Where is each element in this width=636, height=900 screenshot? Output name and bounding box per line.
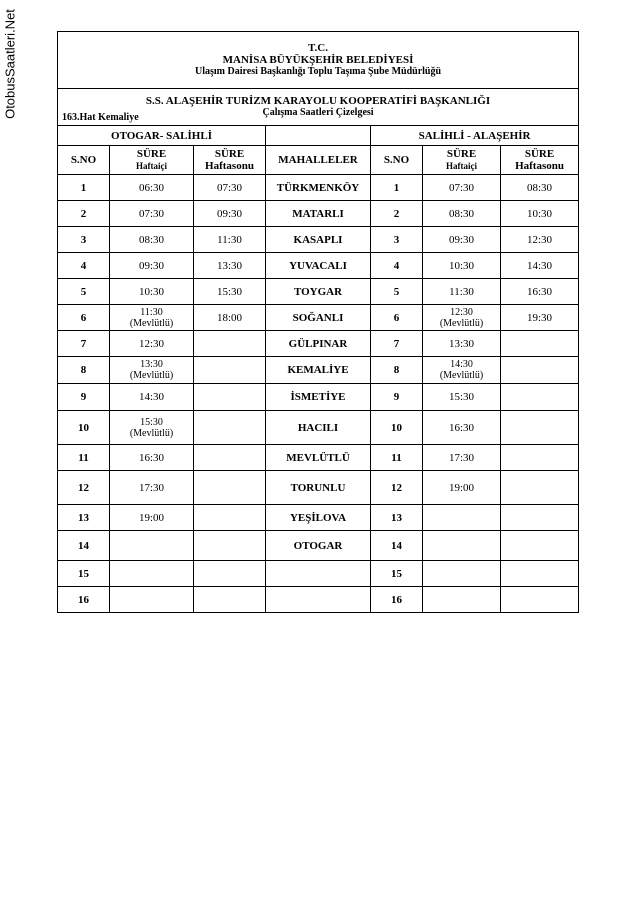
cell-weekday-left [110, 531, 194, 561]
cell-weekend-right [501, 531, 579, 561]
time-value: 15:30 [448, 391, 475, 403]
time-note: (Mevlütlü) [129, 317, 174, 329]
table-row [58, 561, 579, 587]
time-value: 08:30 [448, 207, 475, 220]
time-value: 17:30 [448, 451, 475, 464]
table-row [58, 384, 579, 411]
mahalle-name: MEVLÜTLÜ [286, 451, 350, 464]
cell-sno-right [371, 531, 423, 561]
time-value: 19:00 [448, 481, 475, 494]
col-weekday-right: SÜRE Haftaiçi [423, 146, 501, 175]
time-value: 08:30 [138, 233, 165, 246]
cell-weekday-right [423, 175, 501, 201]
table-row [58, 411, 579, 445]
schedule-subtitle: Çalışma Saatleri Çizelgesi [262, 107, 374, 118]
cell-weekday-left [110, 279, 194, 305]
cell-weekend-left [194, 201, 266, 227]
cell-weekend-left [194, 531, 266, 561]
cell-weekend-left [194, 587, 266, 613]
cell-sno-right [371, 587, 423, 613]
cell-weekend-right [501, 384, 579, 411]
mahalle-name: TORUNLU [290, 481, 346, 494]
time-value: 12:30 [526, 233, 553, 246]
sno-value: 4 [393, 259, 400, 272]
col-sno-right: S.NO [371, 146, 423, 175]
sno-value: 2 [393, 207, 400, 220]
cell-weekend-right [501, 331, 579, 357]
table-row [58, 227, 579, 253]
sno-value: 3 [80, 233, 87, 246]
time-value: 19:00 [138, 511, 165, 524]
sno-value: 1 [80, 181, 87, 194]
cell-weekend-left [194, 357, 266, 384]
time-note: (Mevlütlü) [129, 427, 174, 439]
cell-weekday-right [423, 561, 501, 587]
time-value: 06:30 [138, 181, 165, 194]
header-line2: MANİSA BÜYÜKŞEHİR BELEDİYESİ [222, 54, 414, 66]
cell-mahalle [266, 471, 371, 505]
cell-weekday-right [423, 445, 501, 471]
time-value: 10:30 [138, 285, 165, 298]
table-row [58, 279, 579, 305]
sno-value: 1 [393, 181, 400, 194]
cell-weekend-right [501, 253, 579, 279]
cell-weekend-right [501, 227, 579, 253]
time-value: 10:30 [526, 207, 553, 220]
mahalle-name: TOYGAR [293, 285, 343, 298]
sno-value: 15 [391, 567, 402, 580]
header-line1: T.C. [308, 42, 328, 54]
time-value: 09:30 [216, 207, 243, 220]
cell-mahalle [266, 305, 371, 331]
cell-mahalle [266, 531, 371, 561]
cell-weekday-right [423, 411, 501, 445]
table-row [58, 531, 579, 561]
cell-weekend-right [501, 505, 579, 531]
table-row [58, 505, 579, 531]
mahalle-name: SOĞANLI [292, 311, 344, 324]
col-sno-left: S.NO [58, 146, 110, 175]
time-value: 14:30 [138, 391, 165, 403]
table-row [58, 305, 579, 331]
cell-weekday-right [423, 227, 501, 253]
header-block [58, 32, 579, 89]
cell-weekday-left [110, 331, 194, 357]
cell-weekend-left [194, 253, 266, 279]
cell-weekday-left [110, 201, 194, 227]
cell-weekday-right [423, 505, 501, 531]
sno-value: 5 [393, 285, 400, 298]
cell-weekend-left [194, 561, 266, 587]
cell-sno-left [58, 305, 110, 331]
cell-sno-right [371, 305, 423, 331]
sno-value: 12 [78, 481, 89, 494]
table-row [58, 253, 579, 279]
cell-mahalle [266, 445, 371, 471]
cell-weekend-left [194, 331, 266, 357]
sno-value: 6 [80, 311, 87, 324]
cell-weekday-left [110, 505, 194, 531]
cell-weekday-left [110, 253, 194, 279]
cell-sno-left [58, 357, 110, 384]
cell-weekday-left [110, 411, 194, 445]
cell-weekend-left [194, 305, 266, 331]
cell-weekend-right [501, 175, 579, 201]
time-value: 07:30 [138, 207, 165, 220]
sno-value: 11 [391, 451, 402, 464]
company-name: S.S. ALAŞEHİR TURİZM KARAYOLU KOOPERATİFİ BAŞKANLIĞI [145, 95, 491, 107]
section-right: SALİHLİ - ALAŞEHİR [371, 126, 579, 146]
cell-weekend-right [501, 411, 579, 445]
sno-value: 8 [80, 364, 87, 376]
cell-weekday-left [110, 445, 194, 471]
cell-mahalle [266, 587, 371, 613]
cell-weekend-left [194, 471, 266, 505]
time-value: 14:30 [526, 259, 553, 272]
cell-weekday-right [423, 531, 501, 561]
cell-weekday-right [423, 331, 501, 357]
table-row [58, 471, 579, 505]
mahalle-name: MATARLI [292, 207, 344, 220]
cell-sno-right [371, 227, 423, 253]
cell-mahalle [266, 331, 371, 357]
cell-weekday-right [423, 201, 501, 227]
sno-value: 8 [393, 364, 400, 376]
line-number: 163.Hat Kemaliye [62, 112, 139, 123]
time-value: 08:30 [526, 181, 553, 194]
time-value: 16:30 [526, 285, 553, 298]
cell-sno-right [371, 201, 423, 227]
cell-sno-right [371, 253, 423, 279]
cell-sno-right [371, 471, 423, 505]
cell-weekend-left [194, 279, 266, 305]
cell-sno-left [58, 331, 110, 357]
cell-sno-right [371, 279, 423, 305]
cell-mahalle [266, 253, 371, 279]
cell-weekday-left [110, 227, 194, 253]
header-line3: Ulaşım Dairesi Başkanlığı Toplu Taşıma Şube Müdürlüğü [195, 66, 442, 77]
time-value: 11:30 [449, 285, 474, 298]
sno-value: 13 [78, 511, 89, 524]
cell-weekend-left [194, 175, 266, 201]
sno-value: 14 [391, 539, 402, 552]
cell-sno-right [371, 561, 423, 587]
sno-value: 14 [78, 539, 89, 552]
mahalle-name: HACILI [297, 421, 339, 434]
time-value: 11:30 [140, 306, 163, 318]
section-spacer [266, 126, 371, 146]
time-note: (Mevlütlü) [439, 317, 484, 329]
time-value: 07:30 [448, 181, 475, 194]
mahalle-name: OTOGAR [293, 539, 343, 552]
time-value: 13:30 [140, 359, 163, 370]
sno-value: 10 [78, 421, 89, 434]
sno-value: 16 [78, 593, 89, 606]
sno-value: 7 [80, 337, 87, 350]
time-value: 09:30 [138, 259, 165, 272]
table-row [58, 445, 579, 471]
cell-weekend-right [501, 561, 579, 587]
mahalle-name: İSMETİYE [290, 391, 346, 403]
time-value: 15:30 [216, 285, 243, 298]
mahalle-name: YUVACALI [289, 259, 347, 272]
company-block [58, 89, 579, 126]
cell-sno-left [58, 227, 110, 253]
time-value: 14:30 [450, 359, 473, 370]
sno-value: 7 [393, 337, 400, 350]
cell-weekend-right [501, 357, 579, 384]
cell-weekday-right [423, 253, 501, 279]
cell-weekday-right [423, 357, 501, 384]
time-value: 13:30 [216, 259, 243, 272]
watermark-text: OtobusSaatleri.Net [2, 9, 18, 119]
time-value: 18:00 [216, 311, 243, 324]
sno-value: 4 [80, 259, 87, 272]
mahalle-name: KEMALİYE [287, 364, 349, 376]
cell-weekend-right [501, 471, 579, 505]
cell-sno-left [58, 587, 110, 613]
table-row [58, 331, 579, 357]
mahalle-name: YEŞİLOVA [289, 511, 347, 524]
cell-mahalle [266, 411, 371, 445]
cell-weekday-left [110, 561, 194, 587]
cell-sno-right [371, 384, 423, 411]
sno-value: 12 [391, 481, 402, 494]
cell-weekday-left [110, 305, 194, 331]
table-row [58, 357, 579, 384]
col-weekend-right: SÜRE Haftasonu [501, 146, 579, 175]
cell-mahalle [266, 279, 371, 305]
cell-mahalle [266, 505, 371, 531]
cell-sno-left [58, 175, 110, 201]
cell-weekday-left [110, 587, 194, 613]
watermark [2, 0, 18, 130]
cell-weekend-left [194, 505, 266, 531]
cell-mahalle [266, 227, 371, 253]
time-value: 10:30 [448, 259, 475, 272]
time-note: (Mevlütlü) [439, 370, 484, 381]
time-value: 19:30 [526, 311, 553, 324]
time-value: 07:30 [216, 181, 243, 194]
time-value: 15:30 [140, 416, 163, 428]
cell-sno-right [371, 445, 423, 471]
cell-sno-left [58, 445, 110, 471]
table-row [58, 175, 579, 201]
cell-weekend-left [194, 384, 266, 411]
cell-sno-left [58, 505, 110, 531]
cell-sno-right [371, 505, 423, 531]
cell-weekday-right [423, 305, 501, 331]
col-weekday-left: SÜRE Haftaiçi [110, 146, 194, 175]
cell-weekend-right [501, 305, 579, 331]
time-value: 16:30 [448, 421, 475, 434]
sno-value: 3 [393, 233, 400, 246]
cell-sno-right [371, 411, 423, 445]
cell-weekday-right [423, 587, 501, 613]
time-value: 13:30 [448, 337, 475, 350]
cell-weekend-right [501, 445, 579, 471]
cell-weekday-right [423, 279, 501, 305]
table-row [58, 201, 579, 227]
cell-weekday-right [423, 471, 501, 505]
sno-value: 5 [80, 285, 87, 298]
cell-sno-left [58, 253, 110, 279]
time-note: (Mevlütlü) [129, 370, 174, 381]
cell-mahalle [266, 384, 371, 411]
cell-sno-right [371, 357, 423, 384]
cell-weekend-left [194, 227, 266, 253]
mahalle-name: GÜLPINAR [288, 337, 348, 350]
cell-weekday-left [110, 357, 194, 384]
col-weekend-left: SÜRE Haftasonu [194, 146, 266, 175]
cell-weekday-left [110, 384, 194, 411]
cell-sno-right [371, 175, 423, 201]
cell-sno-left [58, 531, 110, 561]
sno-value: 16 [391, 593, 402, 606]
col-mahalleler: MAHALLELER [266, 146, 371, 175]
table-row [58, 587, 579, 613]
cell-weekday-left [110, 471, 194, 505]
section-left: OTOGAR- SALİHLİ [58, 126, 266, 146]
cell-weekday-right [423, 384, 501, 411]
time-value: 12:30 [138, 337, 165, 350]
time-value: 16:30 [138, 451, 165, 464]
cell-sno-left [58, 411, 110, 445]
mahalle-name: KASAPLI [293, 233, 343, 246]
cell-sno-left [58, 384, 110, 411]
time-value: 09:30 [448, 233, 475, 246]
sno-value: 9 [80, 391, 87, 403]
sno-value: 6 [393, 311, 400, 324]
cell-weekend-right [501, 201, 579, 227]
sno-value: 10 [391, 421, 402, 434]
cell-sno-right [371, 331, 423, 357]
cell-weekend-right [501, 587, 579, 613]
cell-weekend-left [194, 445, 266, 471]
sno-value: 11 [78, 451, 89, 464]
time-value: 11:30 [217, 233, 242, 246]
time-value: 17:30 [138, 481, 165, 494]
cell-sno-left [58, 201, 110, 227]
cell-weekend-left [194, 411, 266, 445]
mahalle-name: TÜRKMENKÖY [276, 181, 360, 194]
sno-value: 15 [78, 567, 89, 580]
cell-sno-left [58, 471, 110, 505]
schedule-table [57, 31, 579, 613]
cell-mahalle [266, 175, 371, 201]
cell-mahalle [266, 561, 371, 587]
cell-weekend-right [501, 279, 579, 305]
cell-sno-left [58, 561, 110, 587]
sno-value: 2 [80, 207, 87, 220]
cell-sno-left [58, 279, 110, 305]
cell-mahalle [266, 201, 371, 227]
cell-mahalle [266, 357, 371, 384]
sno-value: 9 [393, 391, 400, 403]
time-value: 12:30 [450, 306, 473, 318]
cell-weekday-left [110, 175, 194, 201]
sno-value: 13 [391, 511, 402, 524]
